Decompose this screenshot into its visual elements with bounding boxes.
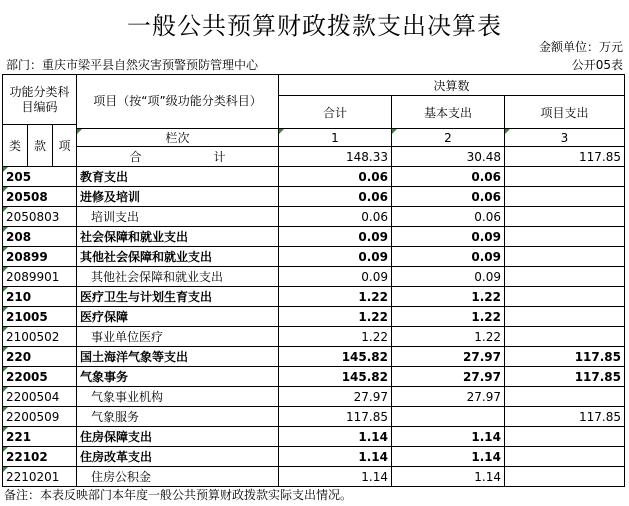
table-row bbox=[3, 387, 625, 407]
row-project bbox=[505, 387, 625, 407]
table-row bbox=[3, 347, 625, 367]
row-code: 221 bbox=[3, 427, 77, 447]
row-total: 0.06 bbox=[279, 187, 392, 207]
row-project bbox=[505, 227, 625, 247]
row-name: 气象事业机构 bbox=[77, 387, 279, 407]
row-project bbox=[505, 247, 625, 267]
header-lei: 类 bbox=[3, 125, 28, 167]
row-total: 1.14 bbox=[279, 447, 392, 467]
table-row bbox=[3, 327, 625, 347]
row-name: 住房改革支出 bbox=[77, 447, 279, 467]
row-code: 21005 bbox=[3, 307, 77, 327]
row-total: 0.09 bbox=[279, 227, 392, 247]
report-title: 一般公共预算财政拨款支出决算表 bbox=[127, 12, 502, 40]
unit-label: 金额单位：万元 bbox=[538, 40, 623, 54]
row-total: 1.22 bbox=[279, 287, 392, 307]
table-row bbox=[3, 287, 625, 307]
row-project bbox=[505, 187, 625, 207]
header-basic: 基本支出 bbox=[392, 96, 505, 129]
row-total: 0.06 bbox=[279, 167, 392, 187]
header-kuan: 款 bbox=[28, 125, 53, 167]
row-basic: 0.09 bbox=[392, 227, 505, 247]
row-name: 医疗卫生与计划生育支出 bbox=[77, 287, 279, 307]
col-index-3: 3 bbox=[505, 129, 625, 147]
row-basic: 1.14 bbox=[392, 467, 505, 487]
table-row bbox=[3, 207, 625, 227]
sum-basic: 30.48 bbox=[392, 147, 505, 167]
table-row bbox=[3, 407, 625, 427]
row-project bbox=[505, 207, 625, 227]
row-basic: 0.06 bbox=[392, 207, 505, 227]
department-label: 部门：重庆市梁平县自然灾害预警预防管理中心 bbox=[6, 58, 259, 72]
table-row bbox=[3, 267, 625, 287]
row-total: 1.22 bbox=[279, 327, 392, 347]
row-project bbox=[505, 167, 625, 187]
row-total: 27.97 bbox=[279, 387, 392, 407]
table-row bbox=[3, 307, 625, 327]
row-code: 20508 bbox=[3, 187, 77, 207]
row-code: 2100502 bbox=[3, 327, 77, 347]
header-total: 合计 bbox=[279, 96, 392, 129]
header-settlement: 决算数 bbox=[279, 75, 625, 96]
table-row bbox=[3, 247, 625, 267]
row-code: 22102 bbox=[3, 447, 77, 467]
row-project: 117.85 bbox=[505, 347, 625, 367]
row-code: 210 bbox=[3, 287, 77, 307]
row-code: 22005 bbox=[3, 367, 77, 387]
row-name: 住房保障支出 bbox=[77, 427, 279, 447]
header-project: 项目支出 bbox=[505, 96, 625, 129]
row-name: 国土海洋气象等支出 bbox=[77, 347, 279, 367]
table-row bbox=[3, 427, 625, 447]
row-total: 0.06 bbox=[279, 207, 392, 227]
row-code: 2210201 bbox=[3, 467, 77, 487]
row-total: 1.22 bbox=[279, 307, 392, 327]
row-project bbox=[505, 267, 625, 287]
row-total: 0.09 bbox=[279, 267, 392, 287]
row-name: 教育支出 bbox=[77, 167, 279, 187]
row-total: 0.09 bbox=[279, 247, 392, 267]
table-row bbox=[3, 167, 625, 187]
header-item-name: 项目（按“项”级功能分类科目） bbox=[77, 75, 279, 129]
row-name: 其他社会保障和就业支出 bbox=[77, 247, 279, 267]
row-total: 1.14 bbox=[279, 467, 392, 487]
row-code: 20899 bbox=[3, 247, 77, 267]
table-row bbox=[3, 187, 625, 207]
table-row bbox=[3, 447, 625, 467]
col-index-label: 栏次 bbox=[77, 129, 279, 147]
row-project: 117.85 bbox=[505, 367, 625, 387]
row-name: 气象事务 bbox=[77, 367, 279, 387]
table-row bbox=[3, 467, 625, 487]
row-code: 2050803 bbox=[3, 207, 77, 227]
row-basic: 0.06 bbox=[392, 187, 505, 207]
row-code: 220 bbox=[3, 347, 77, 367]
row-name: 住房公积金 bbox=[77, 467, 279, 487]
col-index-1: 1 bbox=[279, 129, 392, 147]
row-name: 气象服务 bbox=[77, 407, 279, 427]
row-code: 2200509 bbox=[3, 407, 77, 427]
row-name: 社会保障和就业支出 bbox=[77, 227, 279, 247]
row-name: 医疗保障 bbox=[77, 307, 279, 327]
sum-project: 117.85 bbox=[505, 147, 625, 167]
row-basic: 27.97 bbox=[392, 347, 505, 367]
row-project bbox=[505, 327, 625, 347]
row-basic: 1.22 bbox=[392, 287, 505, 307]
row-basic: 1.14 bbox=[392, 427, 505, 447]
row-name: 培训支出 bbox=[77, 207, 279, 227]
row-basic: 0.06 bbox=[392, 167, 505, 187]
row-code: 208 bbox=[3, 227, 77, 247]
row-basic: 27.97 bbox=[392, 387, 505, 407]
row-basic: 0.09 bbox=[392, 267, 505, 287]
col-index-2: 2 bbox=[392, 129, 505, 147]
row-project bbox=[505, 427, 625, 447]
header-xiang: 项 bbox=[53, 125, 77, 167]
row-basic: 1.22 bbox=[392, 307, 505, 327]
row-name: 其他社会保障和就业支出 bbox=[77, 267, 279, 287]
row-basic: 27.97 bbox=[392, 367, 505, 387]
sum-label: 合 计 bbox=[77, 147, 279, 167]
row-total: 145.82 bbox=[279, 367, 392, 387]
form-code: 公开05表 bbox=[571, 58, 623, 72]
row-basic: 1.22 bbox=[392, 327, 505, 347]
row-total: 117.85 bbox=[279, 407, 392, 427]
row-code: 2200504 bbox=[3, 387, 77, 407]
table-row bbox=[3, 367, 625, 387]
row-basic: 1.14 bbox=[392, 447, 505, 467]
row-code: 2089901 bbox=[3, 267, 77, 287]
table-row bbox=[3, 227, 625, 247]
expenditure-table bbox=[2, 74, 625, 487]
sum-total: 148.33 bbox=[279, 147, 392, 167]
row-name: 事业单位医疗 bbox=[77, 327, 279, 347]
footnote: 备注：本表反映部门本年度一般公共预算财政拨款实际支出情况。 bbox=[4, 488, 353, 502]
row-code: 205 bbox=[3, 167, 77, 187]
row-name: 进修及培训 bbox=[77, 187, 279, 207]
row-project bbox=[505, 447, 625, 467]
row-project bbox=[505, 307, 625, 327]
row-total: 145.82 bbox=[279, 347, 392, 367]
row-total: 1.14 bbox=[279, 427, 392, 447]
row-project bbox=[505, 287, 625, 307]
row-project bbox=[505, 467, 625, 487]
row-basic bbox=[392, 407, 505, 427]
header-func-code: 功能分类科目编码 bbox=[3, 75, 77, 125]
row-basic: 0.09 bbox=[392, 247, 505, 267]
row-project: 117.85 bbox=[505, 407, 625, 427]
